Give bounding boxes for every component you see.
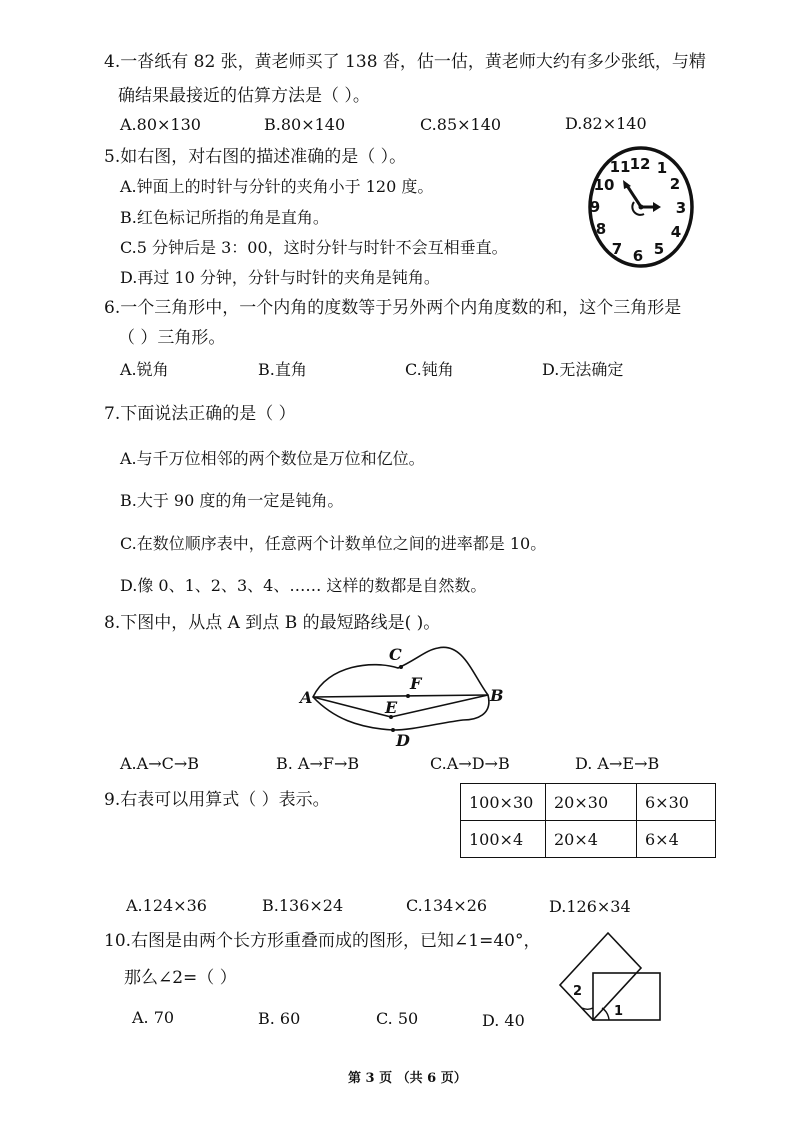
clock-number-8: 8	[595, 220, 607, 238]
angle-2-label: 2	[573, 984, 583, 999]
table-cell: 100×30	[461, 784, 546, 821]
q5-option-c: C.5 分钟后是 3：00，这时分针与时针不会互相垂直。	[120, 238, 508, 257]
q6-option-c: C.钝角	[405, 360, 454, 379]
q8-stem: 8.下图中，从点 A 到点 B 的最短路线是( )。	[104, 613, 441, 633]
overlapping-rectangles-diagram	[556, 928, 666, 1023]
clock-number-4: 4	[670, 223, 682, 241]
table-cell: 6×30	[637, 784, 716, 821]
upright-rectangle	[593, 973, 660, 1020]
clock-number-12: 12	[629, 155, 651, 173]
q10-stem-line2: 那么∠2=（ ）	[124, 968, 237, 988]
q7-option-c: C.在数位顺序表中，任意两个计数单位之间的进率都是 10。	[120, 534, 547, 553]
clock-number-6: 6	[632, 247, 644, 265]
q7-option-d: D.像 0、1、2、3、4、…… 这样的数都是自然数。	[120, 576, 487, 595]
q6-option-b: B.直角	[258, 360, 307, 379]
q10-option-c: C. 50	[376, 1009, 419, 1028]
clock-diagram	[586, 144, 696, 270]
q8-option-d: D. A→E→B	[575, 754, 660, 773]
q6-stem-line1: 6.一个三角形中，一个内角的度数等于另外两个内角度数的和，这个三角形是	[104, 298, 682, 318]
q8-option-b: B. A→F→B	[276, 754, 360, 773]
q9-option-c: C.134×26	[406, 896, 488, 915]
q5-option-d: D.再过 10 分钟，分针与时针的夹角是钝角。	[120, 268, 440, 287]
q4-stem-line2: 确结果最接近的估算方法是（ ）。	[118, 86, 370, 106]
q5-option-b: B.红色标记所指的角是直角。	[120, 208, 329, 227]
tilted-rectangle	[560, 933, 641, 1020]
q6-option-a: A.锐角	[120, 360, 169, 379]
q6-stem-line2: （ ）三角形。	[118, 328, 226, 348]
route-diagram	[298, 640, 518, 750]
q10-option-d: D. 40	[482, 1011, 525, 1030]
point-c-label: C	[389, 645, 402, 664]
table-cell: 20×4	[546, 821, 637, 858]
clock-number-1: 1	[656, 159, 668, 177]
page-footer: 第 3 页 （共 6 页）	[348, 1071, 467, 1086]
table-cell: 100×4	[461, 821, 546, 858]
clock-number-3: 3	[675, 199, 687, 217]
q5-stem: 5.如右图，对右图的描述准确的是（ ）。	[104, 147, 407, 167]
point-b-label: B	[490, 686, 504, 705]
q4-option-d: D.82×140	[565, 114, 647, 133]
q7-stem: 7.下面说法正确的是（ ）	[104, 404, 296, 424]
table-row	[461, 784, 716, 821]
q9-option-d: D.126×34	[549, 897, 631, 916]
clock-number-9: 9	[589, 198, 601, 216]
q8-option-c: C.A→D→B	[430, 754, 510, 773]
q4-stem-line1: 4.一沓纸有 82 张，黄老师买了 138 沓，估一估，黄老师大约有多少张纸，与精	[104, 52, 706, 72]
q8-option-a: A.A→C→B	[120, 754, 200, 773]
table-cell: 6×4	[637, 821, 716, 858]
q4-option-a: A.80×130	[120, 115, 201, 134]
clock-number-2: 2	[669, 175, 681, 193]
clock-hour-hand-tip	[653, 202, 661, 212]
q9-option-a: A.124×36	[126, 896, 207, 915]
q9-multiplication-table	[460, 783, 716, 858]
angle-1-label: 1	[614, 1004, 624, 1019]
q7-option-a: A.与千万位相邻的两个数位是万位和亿位。	[120, 449, 425, 468]
point-a-label: A	[300, 688, 313, 707]
clock-number-11: 11	[609, 158, 631, 176]
point-f-label: F	[410, 674, 422, 693]
clock-number-7: 7	[611, 240, 623, 258]
q10-option-b: B. 60	[258, 1009, 301, 1028]
point-d-label: D	[396, 731, 410, 750]
q9-stem: 9.右表可以用算式（ ）表示。	[104, 790, 330, 810]
q10-option-a: A. 70	[132, 1008, 175, 1027]
clock-number-10: 10	[593, 176, 615, 194]
q9-option-b: B.136×24	[262, 896, 344, 915]
point-e-label: E	[385, 698, 398, 717]
route-e-b	[391, 695, 488, 717]
q4-option-b: B.80×140	[264, 115, 346, 134]
clock-number-5: 5	[653, 240, 665, 258]
q4-option-c: C.85×140	[420, 115, 502, 134]
route-straight-af-b	[313, 695, 488, 697]
angle-2-arc	[582, 1008, 593, 1009]
q6-option-d: D.无法确定	[542, 360, 624, 379]
q5-option-a: A.钟面上的时针与分针的夹角小于 120 度。	[120, 177, 434, 196]
q7-option-b: B.大于 90 度的角一定是钝角。	[120, 491, 344, 510]
q10-stem-line1: 10.右图是由两个长方形重叠而成的图形，已知∠1=40°，	[104, 931, 541, 951]
table-cell: 20×30	[546, 784, 637, 821]
clock-center	[639, 205, 644, 210]
table-row	[461, 821, 716, 858]
point-d-dot	[391, 728, 395, 732]
point-f-dot	[406, 694, 410, 698]
point-c-dot	[399, 665, 403, 669]
